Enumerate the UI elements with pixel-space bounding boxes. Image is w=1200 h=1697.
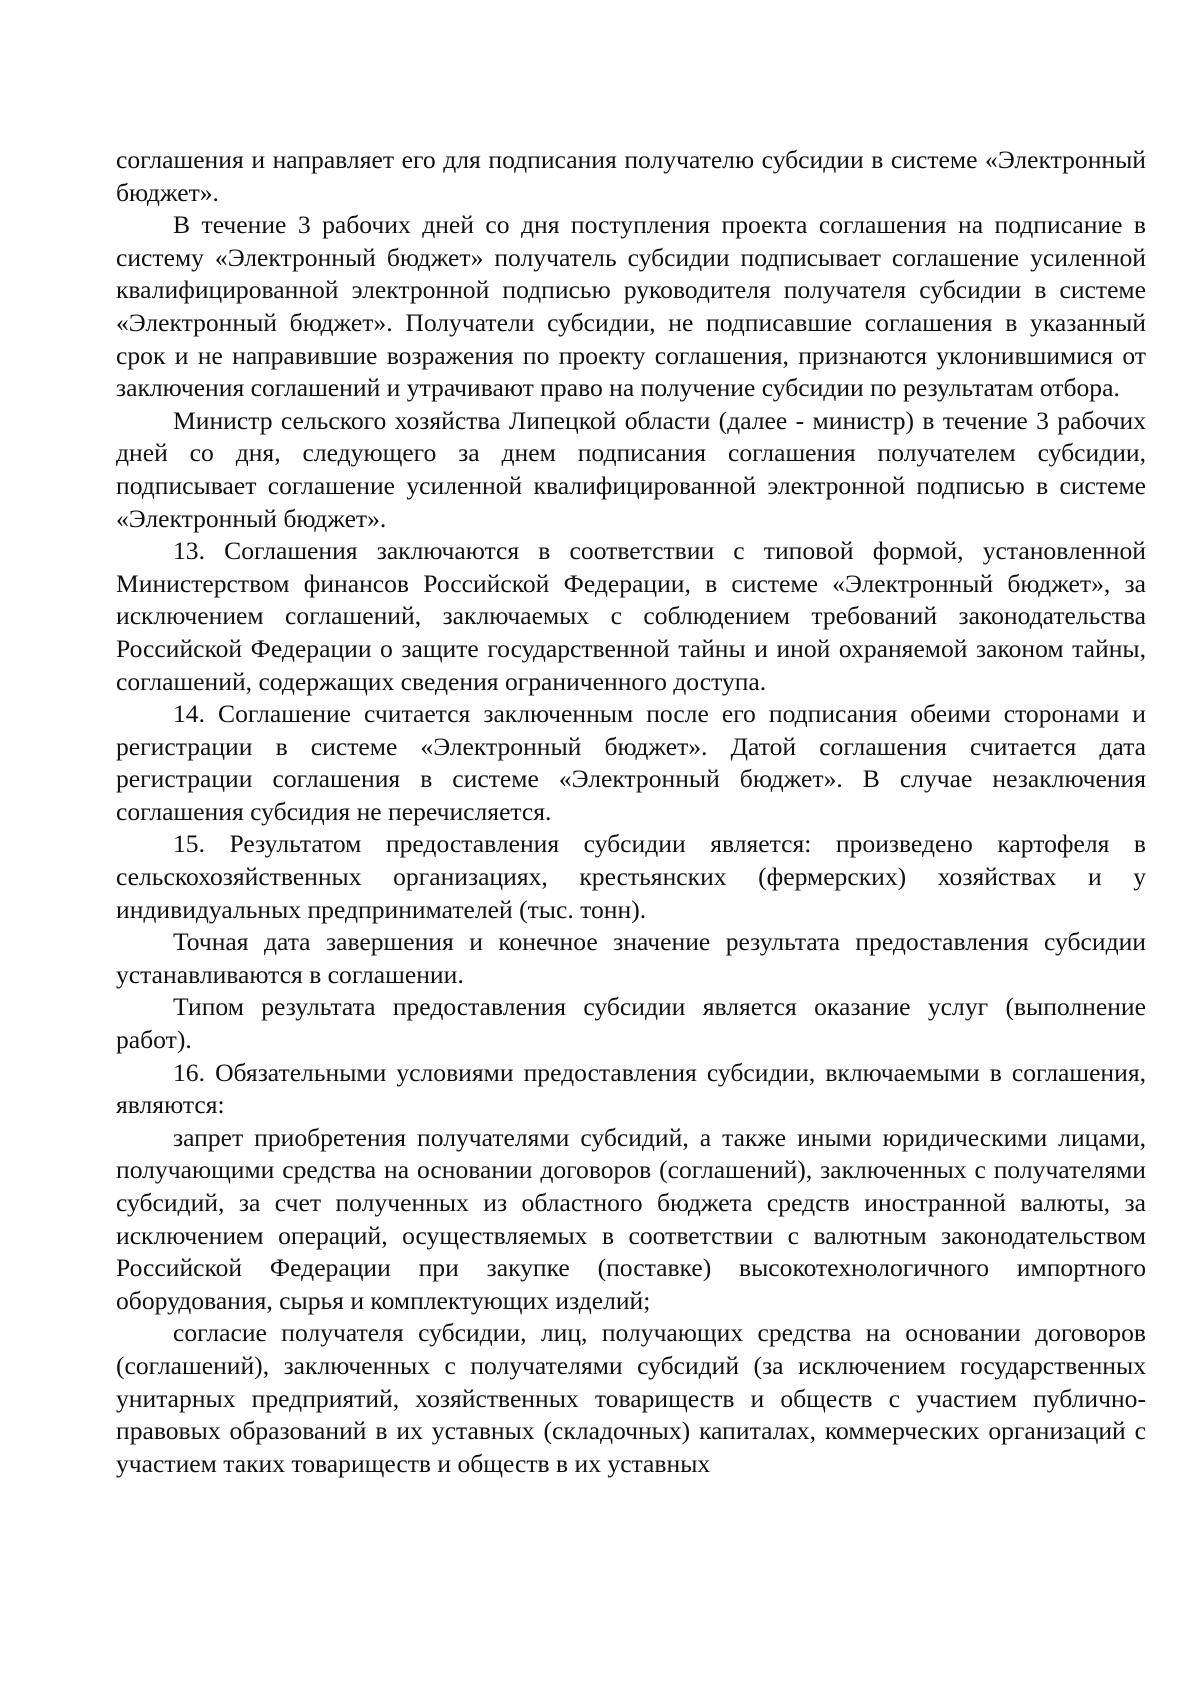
paragraph-15-date: Точная дата завершения и конечное значение результата предоставления субсидии устанавливаются в соглашении. xyxy=(116,927,1146,989)
paragraph-16-ban: запрет приобретения получателями субсидий, а также иными юридическими лицами, получающими средства на основании договоров (соглашений), заключенных с получателями субсидий, за счет полученных из областного бюджета средств иностранной валюты, за исключением операций, осуществляемых в соответствии с валютным законодательством Российской Федерации при закупке (поставке) высокотехнологичного импортного оборудования, сырья и комплектующих изделий; xyxy=(116,1122,1146,1315)
paragraph-13: 13. Соглашения заключаются в соответствии с типовой формой, установленной Министерством финансов Российской Федерации, в системе «Электронный бюджет», за исключением соглашений, заключаемых с соблюдением требований законодательства Российской Федерации о защите государственной тайны и иной охраняемой законом тайны, соглашений, содержащих сведения ограниченного доступа. xyxy=(116,536,1146,696)
paragraph-2: В течение 3 рабочих дней со дня поступления проекта соглашения на подписание в систему «Электронный бюджет» получатель субсидии подписывает соглашение усиленной квалифицированной электронной подписью руководителя получателя субсидии в системе «Электронный бюджет». Получатели субсидии, не подписавшие соглашения в указанный срок и не направившие возражения по проекту соглашения, признаются уклонившимися от заключения соглашений и утрачивают право на получение субсидии по результатам отбора. xyxy=(116,210,1146,403)
paragraph-1: соглашения и направляет его для подписания получателю субсидии в системе «Электронный бюджет». xyxy=(116,145,1146,207)
paragraph-3: Министр сельского хозяйства Липецкой области (далее - министр) в течение 3 рабочих дней со дня, следующего за днем подписания соглашения получателем субсидии, подписывает соглашение усиленной квалифицированной электронной подписью в системе «Электронный бюджет». xyxy=(116,405,1146,533)
document-page xyxy=(116,144,1146,1480)
paragraph-16-consent: согласие получателя субсидии, лиц, получающих средства на основании договоров (соглашений), заключенных с получателями субсидий (за исключением государственных унитарных предприятий, хозяйственных товариществ и обществ с участием публично-правовых образований в их уставных (складочных) капиталах, коммерческих организаций с участием таких товариществ и обществ в их уставных xyxy=(116,1318,1146,1478)
paragraph-15: 15. Результатом предоставления субсидии является: произведено картофеля в сельскохозяйственных организациях, крестьянских (фермерских) хозяйствах и у индивидуальных предпринимателей (тыс. тонн). xyxy=(116,829,1146,924)
paragraph-14: 14. Соглашение считается заключенным после его подписания обеими сторонами и регистрации в системе «Электронный бюджет». Датой соглашения считается дата регистрации соглашения в системе «Электронный бюджет». В случае незаключения соглашения субсидия не перечисляется. xyxy=(116,699,1146,826)
paragraph-16: 16. Обязательными условиями предоставления субсидии, включаемыми в соглашения, являются: xyxy=(116,1057,1146,1120)
paragraph-15-type: Типом результата предоставления субсидии является оказание услуг (выполнение работ). xyxy=(116,992,1146,1055)
